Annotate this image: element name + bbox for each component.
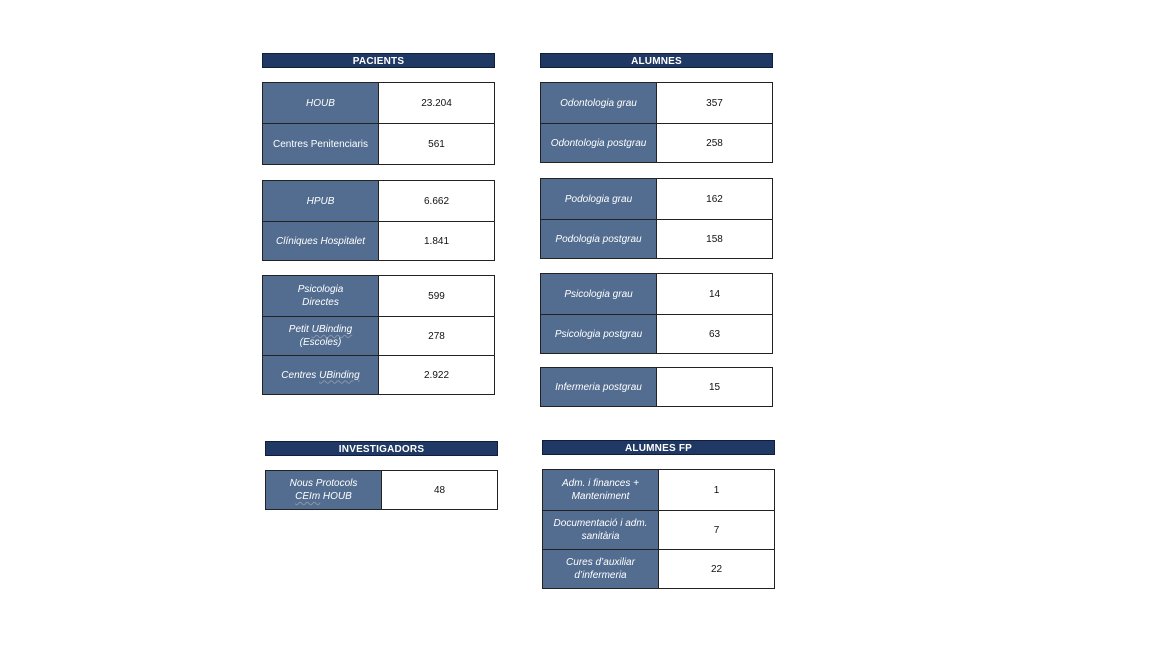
- table-row: [541, 179, 772, 219]
- row-value: 561: [428, 138, 445, 150]
- label-line: HOUB: [320, 491, 352, 502]
- investigadors-table: [265, 470, 498, 510]
- label-line: Nous Protocols: [289, 478, 358, 489]
- row-value: 2.922: [423, 369, 450, 381]
- row-label: Odontologia postgrau: [541, 124, 657, 162]
- alumnes-header: ALUMNES: [540, 53, 773, 68]
- label-line: UBinding: [311, 324, 353, 335]
- row-label: Centres Penitenciaris: [263, 124, 379, 164]
- alumnes-fp-table: [542, 469, 775, 589]
- row-label: Infermeria postgrau: [541, 368, 657, 406]
- row-value: 1.841: [423, 235, 450, 247]
- table-row: [541, 314, 772, 353]
- label-line: Centres: [281, 369, 320, 381]
- table-row: [263, 123, 494, 164]
- row-value: 14: [708, 288, 721, 300]
- alumnes-table-psicologia: [540, 273, 773, 354]
- row-label: HOUB: [263, 83, 379, 123]
- row-label: [543, 470, 659, 510]
- label-line: (Escoles): [299, 337, 342, 348]
- pacients-table-psicologia: [262, 275, 495, 395]
- row-value: 23.204: [421, 97, 452, 109]
- label-line: Psicologia: [297, 284, 344, 295]
- table-row: [543, 549, 774, 588]
- row-label: Psicologia postgrau: [541, 315, 657, 353]
- pacients-table-houb: [262, 82, 495, 165]
- table-row: [263, 83, 494, 123]
- label-line: sanitària: [581, 531, 620, 542]
- row-value: 162: [706, 193, 723, 205]
- table-row: [543, 510, 774, 549]
- table-row: [263, 221, 494, 260]
- label-line: d’infermeria: [574, 570, 627, 581]
- table-row: [263, 181, 494, 221]
- table-row: [263, 276, 494, 316]
- row-value: 7: [713, 524, 720, 536]
- row-value: 357: [706, 97, 723, 109]
- table-row: [541, 368, 772, 406]
- label-line: Documentació i adm.: [553, 518, 648, 529]
- pacients-table-hpub: [262, 180, 495, 261]
- label-line: Adm. i finances +: [562, 478, 639, 489]
- table-row: [266, 471, 497, 509]
- row-label: HPUB: [263, 181, 379, 221]
- row-value: 1: [713, 484, 720, 496]
- table-row: [543, 470, 774, 510]
- row-label: Clíniques Hospitalet: [263, 222, 379, 260]
- row-value: 22: [710, 563, 723, 575]
- row-value: 63: [708, 328, 721, 340]
- table-row: [541, 83, 772, 123]
- alumnes-table-podologia: [540, 178, 773, 259]
- row-label: [263, 356, 379, 394]
- alumnes-fp-header: ALUMNES FP: [542, 440, 775, 455]
- alumnes-table-infermeria: [540, 367, 773, 407]
- label-line: UBinding: [319, 369, 360, 381]
- row-label: [543, 550, 659, 588]
- table-row: [541, 274, 772, 314]
- row-label: Psicologia grau: [541, 274, 657, 314]
- row-value: 258: [706, 137, 723, 149]
- table-row: [541, 123, 772, 162]
- row-value: 15: [708, 381, 721, 393]
- label-line: CEIm: [295, 491, 321, 502]
- label-line: Petit: [288, 324, 312, 335]
- row-value: 599: [428, 290, 445, 302]
- row-value: 278: [428, 330, 445, 342]
- alumnes-table-odontologia: [540, 82, 773, 163]
- row-value: 158: [706, 233, 723, 245]
- label-line: Directes: [302, 297, 339, 308]
- row-label: Podologia grau: [541, 179, 657, 219]
- table-row: [263, 355, 494, 394]
- label-line: Manteniment: [571, 491, 630, 502]
- label-line: Cures d’auxiliar: [566, 557, 635, 568]
- row-label: [543, 511, 659, 549]
- row-label: [266, 471, 382, 509]
- row-label: [263, 276, 379, 316]
- table-row: [541, 219, 772, 258]
- table-row: [263, 316, 494, 355]
- row-value: 6.662: [423, 195, 450, 207]
- row-value: 48: [433, 484, 446, 496]
- row-label: [263, 317, 379, 355]
- pacients-header: PACIENTS: [262, 53, 495, 68]
- row-label: Odontologia grau: [541, 83, 657, 123]
- investigadors-header: INVESTIGADORS: [265, 441, 498, 456]
- row-label: Podologia postgrau: [541, 220, 657, 258]
